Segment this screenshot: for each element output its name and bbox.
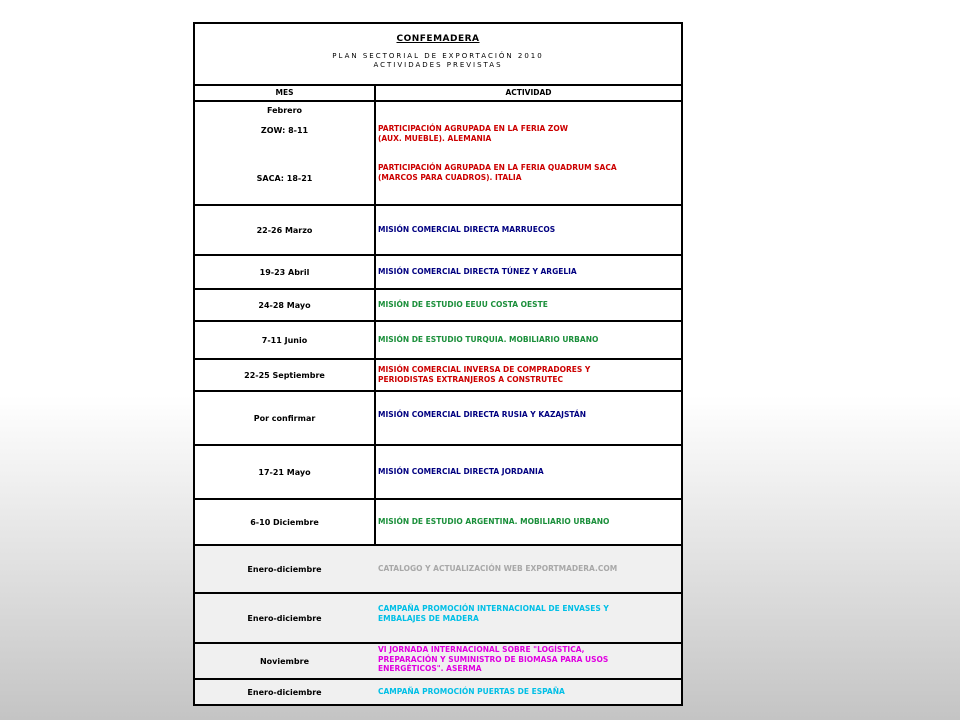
table-row [195, 544, 681, 592]
row-date: 7-11 Junio [261, 335, 308, 345]
row-activity-saca [378, 163, 677, 182]
subtitle-line-2: ACTIVIDADES PREVISTAS [373, 61, 503, 69]
activity-line: PREPARACIÓN Y SUMINISTRO DE BIOMASA PARA USOS [378, 654, 609, 664]
row-activity: MISIÓN COMERCIAL DIRECTA RUSIA Y KAZAJSTÁN [378, 410, 586, 419]
activity-line: PARTICIPACIÓN AGRUPADA EN LA FERIA ZOW [378, 124, 569, 133]
table-row [195, 288, 681, 320]
subtitle-line-1: PLAN SECTORIAL DE EXPORTACIÓN 2010 [332, 52, 544, 60]
activity-line: EMBALAJES DE MADERA [378, 613, 479, 623]
row-date: 24-28 Mayo [258, 300, 311, 310]
row-activity: CATALOGO Y ACTUALIZACIÓN WEB EXPORTMADERA.COM [378, 564, 618, 574]
activity-line: VI JORNADA INTERNACIONAL SOBRE "LOGÍSTICA, [378, 645, 585, 654]
row-activity: MISIÓN DE ESTUDIO EEUU COSTA OESTE [378, 300, 548, 310]
row-date: Por confirmar [253, 413, 316, 423]
row-activity: MISIÓN COMERCIAL DIRECTA MARRUECOS [378, 225, 556, 235]
table-row [195, 254, 681, 288]
table-header [195, 24, 681, 86]
activity-line: PARTICIPACIÓN AGRUPADA EN LA FERIA QUADRUM SACA [378, 163, 617, 172]
page-subtitle [195, 52, 681, 70]
table-row [195, 498, 681, 544]
activity-line: ENERGÉTICOS". ASERMA [378, 664, 482, 673]
activity-line: CAMPAÑA PROMOCIÓN INTERNACIONAL DE ENVASES Y [378, 604, 609, 613]
row-date: Noviembre [259, 656, 309, 666]
column-header-actividad: ACTIVIDAD [376, 84, 681, 102]
row-date: 17-21 Mayo [258, 467, 311, 477]
table-row [195, 642, 681, 678]
row-date: Enero-diciembre [247, 564, 322, 574]
row-activity-zow [378, 124, 677, 143]
row-activity: MISIÓN DE ESTUDIO TURQUIA. MOBILIARIO URBANO [378, 335, 599, 345]
row-date: Enero-diciembre [247, 613, 322, 623]
row-date: 6-10 Diciembre [250, 517, 319, 527]
row-activity: MISIÓN DE ESTUDIO ARGENTINA. MOBILIARIO URBANO [378, 517, 610, 527]
row-date-zow: ZOW: 8-11 [260, 126, 309, 135]
activity-line: (MARCOS PARA CUADROS). ITALIA [378, 172, 522, 182]
row-activity [378, 644, 677, 679]
table-row [195, 678, 681, 704]
table-row [195, 390, 681, 444]
row-activity: MISIÓN COMERCIAL DIRECTA JORDANIA [378, 467, 544, 477]
table-row [195, 204, 681, 254]
row-month-label: Febrero [266, 106, 303, 115]
table-row [195, 358, 681, 390]
page-title: CONFEMADERA [396, 34, 480, 44]
activity-table [193, 22, 683, 706]
row-date: 22-25 Septiembre [244, 370, 325, 380]
activity-line: MISIÓN COMERCIAL INVERSA DE COMPRADORES Y [378, 365, 591, 374]
column-header-mes: MES [195, 84, 374, 102]
table-row [195, 444, 681, 498]
activity-line: PERIODISTAS EXTRANJEROS A CONSTRUTEC [378, 374, 563, 384]
table-row [195, 320, 681, 358]
row-activity: MISIÓN COMERCIAL DIRECTA TÚNEZ Y ARGELIA [378, 267, 577, 277]
table-row [195, 102, 681, 204]
activity-line: (AUX. MUEBLE). ALEMANIA [378, 133, 492, 143]
row-date: Enero-diciembre [247, 687, 322, 697]
row-date-saca: SACA: 18-21 [256, 174, 313, 183]
row-activity: CAMPAÑA PROMOCIÓN PUERTAS DE ESPAÑA [378, 687, 565, 697]
table-row [195, 592, 681, 642]
row-date: 19-23 Abril [259, 267, 310, 277]
row-date: 22-26 Marzo [256, 225, 313, 235]
